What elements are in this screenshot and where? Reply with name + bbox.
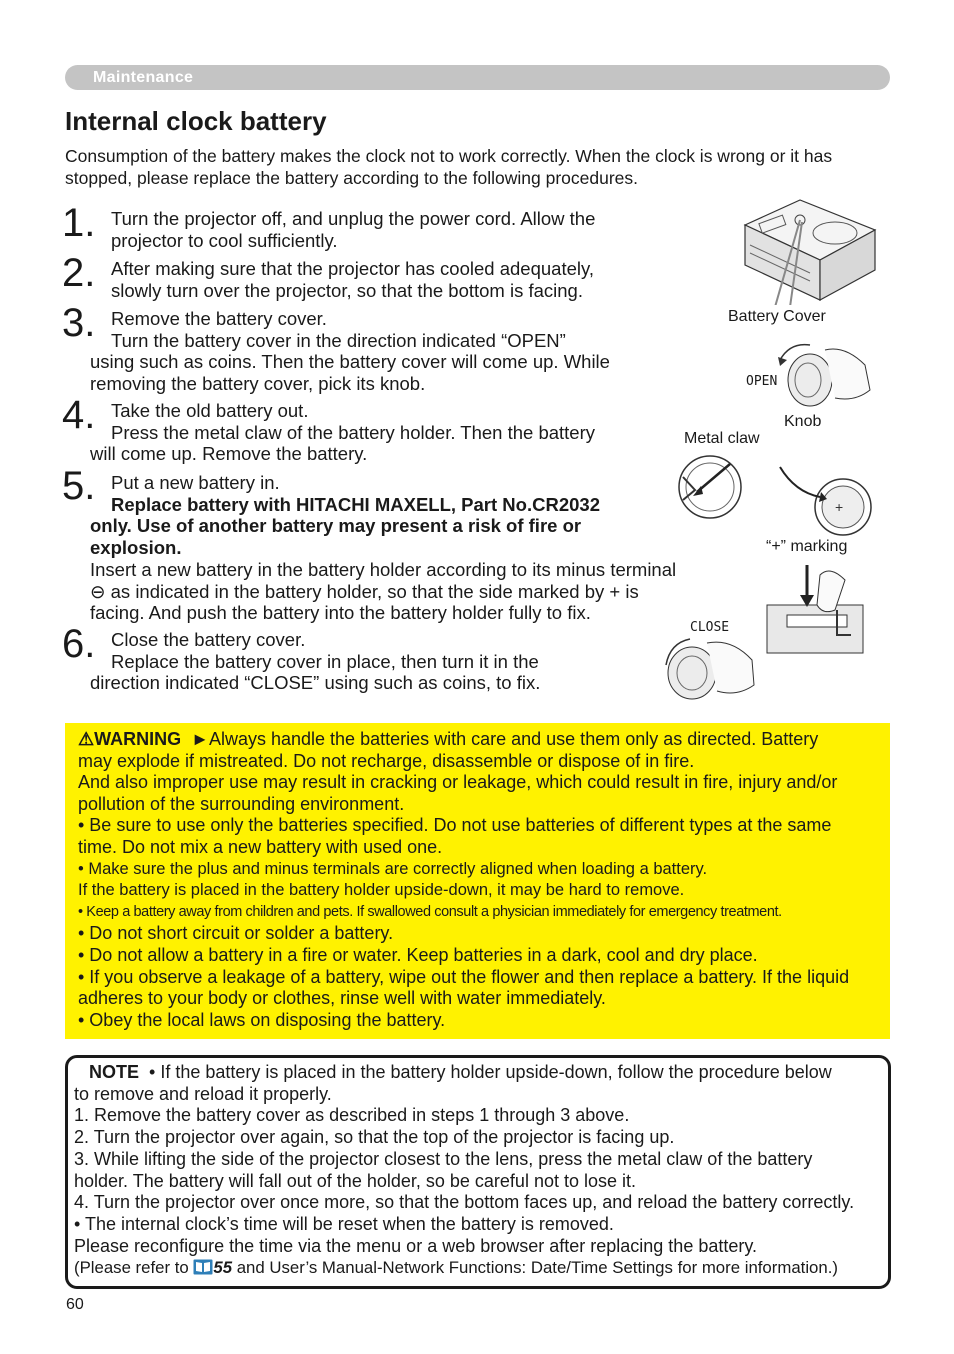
warning-line: adheres to your body or clothes, rinse well with water immediately. (78, 988, 606, 1009)
section-header-bar (65, 65, 890, 90)
warning-line: If the battery is placed in the battery holder upside-down, it may be hard to remove. (78, 881, 685, 900)
close-cover-illustration (662, 635, 762, 703)
step-warning-line: explosion. (90, 537, 182, 559)
page-reference-link[interactable]: 55 (213, 1258, 233, 1278)
section-header-label: Maintenance (93, 69, 194, 86)
note-ref-prefix: (Please refer to (74, 1258, 194, 1278)
note-line: to remove and reload it properly. (74, 1083, 332, 1104)
note-box (65, 1055, 891, 1289)
step-line: Close the battery cover. (111, 629, 306, 650)
note-label: NOTE (89, 1062, 140, 1082)
note-text (74, 1062, 882, 1279)
page-number: 60 (66, 1296, 84, 1313)
note-reference-line (74, 1257, 882, 1279)
step-line: slowly turn over the projector, so that the bottom is facing. (111, 279, 583, 301)
step-line: facing. And push the battery into the battery holder fully to fix. (90, 602, 591, 624)
step-line: Press the metal claw of the battery holder. Then the battery (111, 421, 596, 443)
warning-line: • If you observe a leakage of a battery, wipe out the flower and then replace a battery. If the liquid (78, 966, 850, 987)
step-6-text (90, 629, 670, 694)
step-line: ⊖ as indicated in the battery holder, so that the side marked by + is (90, 580, 639, 602)
intro-paragraph: Consumption of the battery makes the clock not to work correctly. When the clock is wrong or it has stopped, please replace the battery according to the following procedures. (65, 146, 833, 188)
warning-line: may explode if mistreated. Do not recharge, disassemble or dispose of in fire. (78, 750, 695, 771)
open-label: OPEN (746, 374, 778, 389)
step-5-text (90, 472, 700, 624)
step-warning-line: Replace battery with HITACHI MAXELL, Part No.CR2032 (111, 493, 600, 515)
step-line: removing the battery cover, pick its knob. (90, 373, 426, 395)
warning-line: And also improper use may result in cracking or leakage, which could result in fire, injury and/or (78, 772, 838, 793)
warning-line: pollution of the surrounding environment. (78, 793, 405, 814)
note-line: 1. Remove the battery cover as described in steps 1 through 3 above. (74, 1105, 630, 1126)
step-line: using such as coins. Then the battery cover will come up. While (90, 351, 610, 373)
step-line: Turn the battery cover in the direction indicated “OPEN” (111, 329, 566, 351)
step-number-3: 3. (62, 301, 96, 345)
step-number-2: 2. (62, 251, 96, 295)
warning-line: time. Do not mix a new battery with used one. (78, 836, 443, 857)
step-warning-line: only. Use of another battery may present a risk of fire or (90, 515, 582, 537)
note-line: 2. Turn the projector over again, so that the top of the projector is facing up. (74, 1127, 675, 1148)
page-title: Internal clock battery (65, 106, 327, 136)
step-line: After making sure that the projector has cooled adequately, (111, 258, 594, 279)
warning-label: ⚠WARNING (78, 729, 182, 749)
step-2-text (90, 258, 670, 301)
step-line: will come up. Remove the battery. (90, 443, 368, 465)
plus-marking-label: “+” marking (766, 538, 848, 555)
warning-line: • Be sure to use only the batteries specified. Do not use batteries of different types at the same (78, 815, 832, 836)
step-line: direction indicated “CLOSE” using such as coins, to fix. (90, 672, 541, 694)
note-ref-suffix: and User’s Manual-Network Functions: Date/Time Settings for more information.) (232, 1258, 838, 1278)
note-line: • The internal clock’s time will be reset when the battery is removed. (74, 1213, 614, 1234)
metal-claw-illustration (675, 452, 745, 522)
open-cover-illustration (775, 340, 875, 415)
warning-line: • Make sure the plus and minus terminals are correctly aligned when loading a battery. (78, 859, 708, 878)
note-line (74, 1062, 882, 1084)
step-line: projector to cool sufficiently. (111, 229, 338, 251)
warning-line: • Do not allow a battery in a fire or water. Keep batteries in a dark, cool and dry place. (78, 944, 758, 965)
warning-box (65, 723, 890, 1039)
step-number-1: 1. (62, 201, 96, 245)
note-line: holder. The battery will fall out of the holder, so be careful not to lose it. (74, 1170, 636, 1191)
warning-line: • Obey the local laws on disposing the battery. (78, 1009, 446, 1030)
step-line: Insert a new battery in the battery holder according to its minus terminal (90, 558, 677, 580)
step-line: Put a new battery in. (111, 472, 280, 493)
warning-line-text: ►Always handle the batteries with care and use them only as directed. Battery (191, 729, 819, 749)
knob-label: Knob (784, 413, 822, 430)
warning-line: • Do not short circuit or solder a battery. (78, 923, 394, 944)
battery-cover-label: Battery Cover (728, 308, 826, 325)
step-number-4: 4. (62, 393, 96, 437)
battery-insert-illustration (775, 462, 880, 542)
warning-line (78, 729, 888, 751)
close-label: CLOSE (690, 620, 730, 635)
note-line: Please reconfigure the time via the menu or a web browser after replacing the battery. (74, 1235, 758, 1256)
warning-line: • Keep a battery away from children and pets. If swallowed consult a physician immediately for emergency treatment. (78, 903, 782, 920)
projector-bottom-illustration (740, 195, 880, 305)
step-line: Remove the battery cover. (111, 308, 327, 329)
step-line: Replace the battery cover in place, then turn it in the (111, 650, 539, 672)
step-number-5: 5. (62, 464, 96, 508)
step-4-text (90, 400, 670, 465)
book-icon (193, 1259, 213, 1275)
metal-claw-label: Metal claw (684, 430, 760, 447)
note-line: 3. While lifting the side of the projector closest to the lens, press the metal claw of the battery (74, 1148, 813, 1169)
step-1-text (90, 208, 670, 251)
step-number-6: 6. (62, 622, 96, 666)
step-line: Take the old battery out. (111, 400, 309, 421)
warning-text (78, 729, 888, 1031)
battery-push-illustration (765, 560, 865, 655)
svg-text:+: + (835, 499, 844, 515)
step-3-text (90, 308, 680, 395)
note-line-text: • If the battery is placed in the battery holder upside-down, follow the procedure below (149, 1062, 832, 1082)
note-line: 4. Turn the projector over once more, so that the bottom faces up, and reload the battery correctly. (74, 1192, 855, 1213)
step-line: Turn the projector off, and unplug the power cord. Allow the (111, 208, 596, 229)
